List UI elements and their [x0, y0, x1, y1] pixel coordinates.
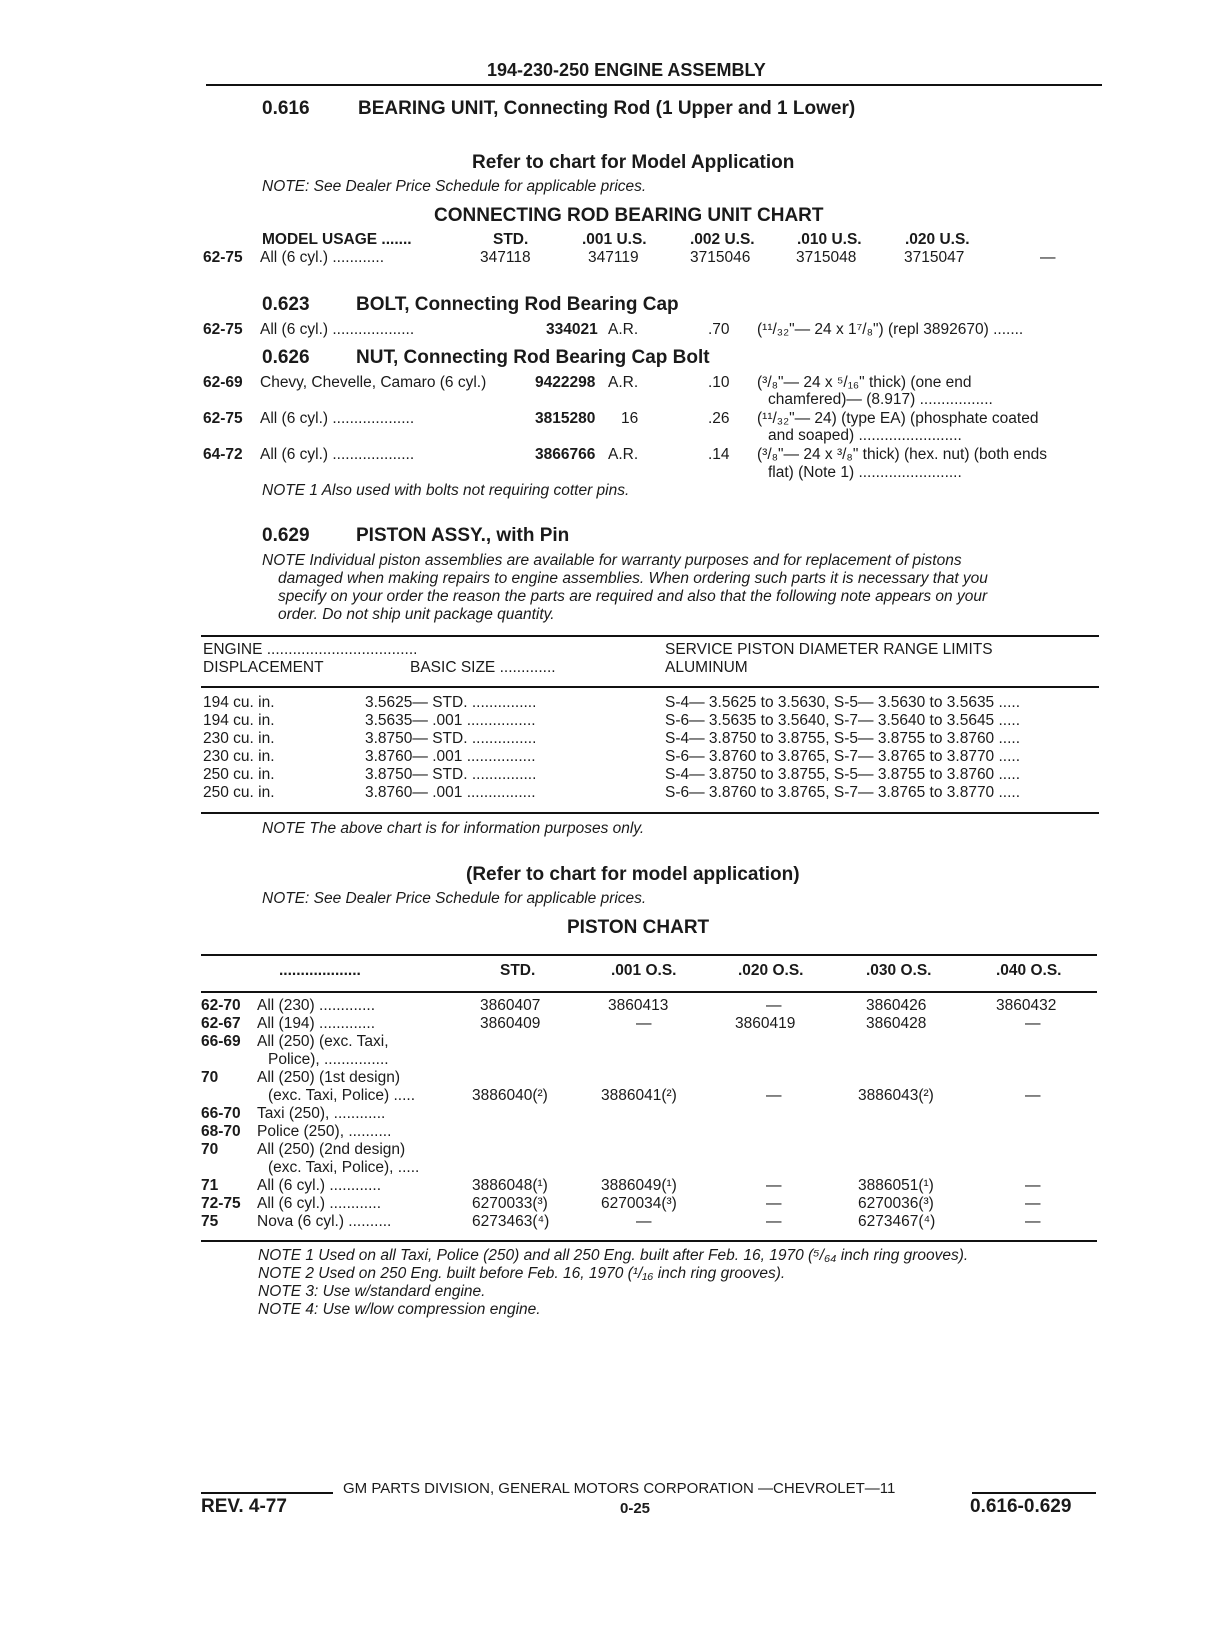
- piston-final-note: NOTE 3: Use w/standard engine.: [258, 1283, 486, 1300]
- diameter-row-disp: 230 cu. in.: [203, 730, 275, 747]
- nut-row-desc: (³/₈"— 24 x ⁵/₁₆" thick) (one end: [757, 374, 972, 391]
- bearing-row-extra: —: [1040, 249, 1056, 266]
- piston-row-model: All (250) (2nd design): [257, 1141, 406, 1158]
- diameter-header-engine: ENGINE ...................................: [203, 641, 418, 658]
- bearing-row-001: 347119: [588, 249, 639, 266]
- piston-row-040: —: [1025, 1015, 1041, 1032]
- diameter-row-range: S-4— 3.5625 to 3.5630, S-5— 3.5630 to 3.5635 .....: [665, 694, 1021, 711]
- piston-note-line: damaged when making repairs to engine assemblies. When ordering such parts it is necessary that you: [278, 570, 988, 587]
- piston-row-001: 3886041(²): [601, 1087, 677, 1104]
- piston-table-bottom-rule: [201, 1240, 1097, 1242]
- diameter-row-size: 3.8750— STD. ...............: [365, 766, 537, 783]
- piston-row-030: 6273467(⁴): [858, 1213, 936, 1230]
- piston-row-030: 3860426: [866, 997, 927, 1014]
- bearing-header-std: STD.: [493, 231, 529, 248]
- nut-row-price: .26: [708, 410, 730, 427]
- bearing-row-std: 347118: [480, 249, 531, 266]
- bearing-row-model: All (6 cyl.) ............: [260, 249, 385, 266]
- nut-row-price: .14: [708, 446, 730, 463]
- nut-row-qty: A.R.: [608, 446, 639, 463]
- piston-header-020: .020 O.S.: [738, 962, 804, 979]
- nut-row-year: 62-69: [203, 374, 243, 391]
- piston-row-030: 6270036(³): [858, 1195, 934, 1212]
- nut-row-qty: A.R.: [608, 374, 639, 391]
- diameter-row-range: S-6— 3.8760 to 3.8765, S-7— 3.8765 to 3.8770 .....: [665, 784, 1021, 801]
- piston-final-note: NOTE 2 Used on 250 Eng. built before Feb. 16, 1970 (¹/₁₆ inch ring grooves).: [258, 1265, 786, 1282]
- diameter-table-header-rule: [201, 686, 1099, 688]
- bearing-row-year: 62-75: [203, 249, 243, 266]
- bearing-row-020: 3715047: [904, 249, 965, 266]
- piston-table-top-rule: [201, 954, 1097, 956]
- bearing-header-002: .002 U.S.: [690, 231, 755, 248]
- piston-row-year: 70: [201, 1069, 219, 1086]
- nut-row-price: .10: [708, 374, 730, 391]
- footer-revision: REV. 4-77: [201, 1496, 287, 1517]
- piston-row-040: —: [1025, 1087, 1041, 1104]
- diameter-row-range: S-6— 3.8760 to 3.8765, S-7— 3.8765 to 3.8770 .....: [665, 748, 1021, 765]
- piston-row-020: —: [766, 1213, 782, 1230]
- piston-final-note: NOTE 4: Use w/low compression engine.: [258, 1301, 541, 1318]
- piston-row-model: Police), ...............: [268, 1051, 389, 1068]
- bolt-row-model: All (6 cyl.) ...................: [260, 321, 415, 338]
- piston-row-030: 3886043(²): [858, 1087, 934, 1104]
- piston-row-std: 3860407: [480, 997, 541, 1014]
- section-616-title: BEARING UNIT, Connecting Rod (1 Upper and 1 Lower): [358, 98, 856, 119]
- piston-row-model: All (250) (exc. Taxi,: [257, 1033, 389, 1050]
- piston-row-model: (exc. Taxi, Police), .....: [268, 1159, 420, 1176]
- piston-row-year: 75: [201, 1213, 219, 1230]
- piston-row-std: 3886040(²): [472, 1087, 548, 1104]
- section-616-note: NOTE: See Dealer Price Schedule for applicable prices.: [262, 178, 647, 195]
- nut-row-part: 3866766: [535, 446, 596, 463]
- bearing-header-010: .010 U.S.: [797, 231, 862, 248]
- bearing-header-001: .001 U.S.: [582, 231, 647, 248]
- piston-header-model: ...................: [279, 962, 361, 979]
- piston-row-model: Police (250), ..........: [257, 1123, 392, 1140]
- diameter-row-size: 3.8760— .001 ................: [365, 784, 536, 801]
- piston-row-model: All (250) (1st design): [257, 1069, 401, 1086]
- piston-row-001: 3860413: [608, 997, 669, 1014]
- diameter-header-range: SERVICE PISTON DIAMETER RANGE LIMITS: [665, 641, 993, 658]
- diameter-row-range: S-6— 3.5635 to 3.5640, S-7— 3.5640 to 3.5645 .....: [665, 712, 1021, 729]
- section-616-number: 0.616: [262, 98, 310, 119]
- nut-row-year: 64-72: [203, 446, 243, 463]
- bearing-header-020: .020 U.S.: [905, 231, 970, 248]
- page-title: 194-230-250 ENGINE ASSEMBLY: [487, 60, 766, 80]
- footer-right-rule: [972, 1492, 1096, 1494]
- piston-row-std: 3860409: [480, 1015, 541, 1032]
- diameter-header-basic-size: BASIC SIZE .............: [410, 659, 556, 676]
- bolt-row-qty: A.R.: [608, 321, 639, 338]
- diameter-row-disp: 250 cu. in.: [203, 784, 275, 801]
- piston-table-header-rule: [201, 991, 1097, 993]
- nut-row-model: All (6 cyl.) ...................: [260, 410, 415, 427]
- piston-row-year: 66-70: [201, 1105, 241, 1122]
- section-629-number: 0.629: [262, 525, 310, 546]
- nut-note: NOTE 1 Also used with bolts not requiring cotter pins.: [262, 482, 630, 499]
- diameter-table-bottom-rule: [201, 812, 1099, 814]
- piston-row-year: 68-70: [201, 1123, 241, 1140]
- nut-row-model: Chevy, Chevelle, Camaro (6 cyl.): [260, 374, 487, 391]
- piston-row-year: 72-75: [201, 1195, 241, 1212]
- nut-row-desc: (³/₈"— 24 x ³/₈" thick) (hex. nut) (both ends: [757, 446, 1048, 463]
- bearing-row-010: 3715048: [796, 249, 857, 266]
- piston-row-001: —: [636, 1213, 652, 1230]
- diameter-row-size: 3.8760— .001 ................: [365, 748, 536, 765]
- piston-note-line: specify on your order the reason the parts are required and also that the following note appears on your: [278, 588, 988, 605]
- diameter-header-aluminum: ALUMINUM: [665, 659, 748, 676]
- bearing-chart-title: CONNECTING ROD BEARING UNIT CHART: [434, 205, 824, 226]
- diameter-row-range: S-4— 3.8750 to 3.8755, S-5— 3.8755 to 3.8760 .....: [665, 730, 1021, 747]
- piston-header-001: .001 O.S.: [611, 962, 677, 979]
- nut-row-desc-cont: chamfered)— (8.917) .................: [768, 391, 993, 408]
- diameter-table-top-rule: [201, 635, 1099, 637]
- bolt-row-year: 62-75: [203, 321, 243, 338]
- piston-row-020: —: [766, 1195, 782, 1212]
- diameter-note: NOTE The above chart is for information purposes only.: [262, 820, 645, 837]
- piston-row-std: 6270033(³): [472, 1195, 548, 1212]
- piston-note-line: NOTE Individual piston assemblies are available for warranty purposes and for replacement of pistons: [262, 552, 962, 569]
- footer-left-rule: [201, 1492, 333, 1494]
- piston-row-040: —: [1025, 1177, 1041, 1194]
- piston-row-year: 62-70: [201, 997, 241, 1014]
- piston-row-model: All (6 cyl.) ............: [257, 1177, 382, 1194]
- bearing-row-002: 3715046: [690, 249, 751, 266]
- piston-row-001: 6270034(³): [601, 1195, 677, 1212]
- piston-chart-note: NOTE: See Dealer Price Schedule for applicable prices.: [262, 890, 647, 907]
- diameter-row-range: S-4— 3.8750 to 3.8755, S-5— 3.8755 to 3.8760 .....: [665, 766, 1021, 783]
- bolt-row-part: 334021: [546, 321, 598, 338]
- piston-row-year: 62-67: [201, 1015, 241, 1032]
- piston-note-line: order. Do not ship unit package quantity.: [278, 606, 555, 623]
- nut-row-part: 3815280: [535, 410, 596, 427]
- diameter-row-disp: 194 cu. in.: [203, 694, 275, 711]
- bolt-row-price: .70: [708, 321, 730, 338]
- footer-section-range: 0.616-0.629: [970, 1496, 1072, 1517]
- piston-row-001: —: [636, 1015, 652, 1032]
- piston-row-model: (exc. Taxi, Police) .....: [268, 1087, 416, 1104]
- piston-row-020: —: [766, 1087, 782, 1104]
- piston-header-std: STD.: [500, 962, 536, 979]
- nut-row-part: 9422298: [535, 374, 596, 391]
- piston-header-030: .030 O.S.: [866, 962, 932, 979]
- piston-row-model: All (194) .............: [257, 1015, 376, 1032]
- nut-row-qty: 16: [621, 410, 639, 427]
- bearing-header-model: MODEL USAGE .......: [262, 231, 412, 248]
- diameter-row-disp: 250 cu. in.: [203, 766, 275, 783]
- piston-row-020: 3860419: [735, 1015, 796, 1032]
- footer-center-text: GM PARTS DIVISION, GENERAL MOTORS CORPORATION —CHEVROLET—11: [343, 1480, 896, 1497]
- piston-row-year: 66-69: [201, 1033, 241, 1050]
- section-626-title: NUT, Connecting Rod Bearing Cap Bolt: [356, 347, 710, 368]
- nut-row-model: All (6 cyl.) ...................: [260, 446, 415, 463]
- diameter-row-disp: 194 cu. in.: [203, 712, 275, 729]
- nut-row-desc-cont: flat) (Note 1) ........................: [768, 464, 962, 481]
- piston-row-year: 70: [201, 1141, 219, 1158]
- header-rule: [206, 84, 1102, 86]
- section-623-title: BOLT, Connecting Rod Bearing Cap: [356, 294, 679, 315]
- diameter-header-displacement: DISPLACEMENT: [203, 659, 324, 676]
- piston-header-040: .040 O.S.: [996, 962, 1062, 979]
- nut-row-year: 62-75: [203, 410, 243, 427]
- piston-row-year: 71: [201, 1177, 219, 1194]
- diameter-row-size: 3.8750— STD. ...............: [365, 730, 537, 747]
- diameter-row-disp: 230 cu. in.: [203, 748, 275, 765]
- piston-row-model: All (230) .............: [257, 997, 376, 1014]
- piston-row-040: —: [1025, 1195, 1041, 1212]
- bolt-row-desc: (¹¹/₃₂"— 24 x 1⁷/₈") (repl 3892670) .......: [757, 321, 1024, 338]
- piston-row-std: 6273463(⁴): [472, 1213, 550, 1230]
- piston-row-020: —: [766, 997, 782, 1014]
- section-616-refer: Refer to chart for Model Application: [472, 152, 795, 173]
- piston-row-model: All (6 cyl.) ............: [257, 1195, 382, 1212]
- piston-chart-title: PISTON CHART: [567, 917, 710, 938]
- nut-row-desc: (¹¹/₃₂"— 24) (type EA) (phosphate coated: [757, 410, 1039, 427]
- piston-row-std: 3886048(¹): [472, 1177, 548, 1194]
- piston-row-040: —: [1025, 1213, 1041, 1230]
- piston-row-020: —: [766, 1177, 782, 1194]
- piston-row-model: Nova (6 cyl.) ..........: [257, 1213, 392, 1230]
- section-623-number: 0.623: [262, 294, 310, 315]
- footer-page-number: 0-25: [620, 1500, 651, 1517]
- piston-row-001: 3886049(¹): [601, 1177, 677, 1194]
- nut-row-desc-cont: and soaped) ........................: [768, 427, 962, 444]
- piston-row-model: Taxi (250), ............: [257, 1105, 386, 1122]
- section-629-title: PISTON ASSY., with Pin: [356, 525, 570, 546]
- piston-chart-refer: (Refer to chart for model application): [466, 864, 800, 885]
- piston-row-030: 3886051(¹): [858, 1177, 934, 1194]
- diameter-row-size: 3.5625— STD. ...............: [365, 694, 537, 711]
- piston-row-040: 3860432: [996, 997, 1057, 1014]
- section-626-number: 0.626: [262, 347, 310, 368]
- diameter-row-size: 3.5635— .001 ................: [365, 712, 536, 729]
- piston-final-note: NOTE 1 Used on all Taxi, Police (250) and all 250 Eng. built after Feb. 16, 1970 (⁵/₆₄ inch ring grooves).: [258, 1247, 969, 1264]
- piston-row-030: 3860428: [866, 1015, 927, 1032]
